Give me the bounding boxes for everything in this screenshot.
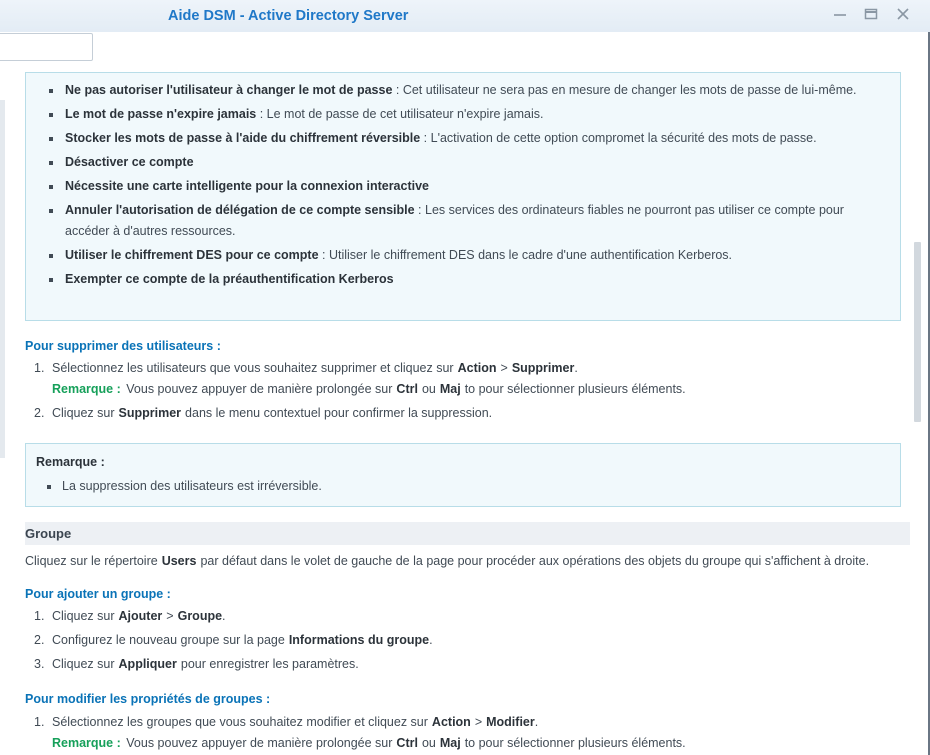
maximize-icon[interactable] <box>862 7 880 25</box>
list-item: 2. Configurez le nouveau groupe sur la page Informations du groupe. <box>34 633 433 647</box>
list-item: Stocker les mots de passe à l'aide du chiffrement réversible : L'activation de cette option compromet la sécurité des mots de passe. <box>26 128 900 149</box>
list-item: Nécessite une carte intelligente pour la connexion interactive <box>26 176 900 197</box>
close-icon[interactable] <box>894 7 912 25</box>
list-item: 2. Cliquez sur Supprimer dans le menu contextuel pour confirmer la suppression. <box>34 406 493 420</box>
search-input[interactable] <box>0 33 93 61</box>
remark-box-list <box>26 476 900 497</box>
list-item: Ne pas autoriser l'utilisateur à changer le mot de passe : Cet utilisateur ne sera pas en mesure de changer les mots de passe de lui-même. <box>26 80 900 101</box>
modify-group-heading: Pour modifier les propriétés de groupes : <box>25 692 271 706</box>
list-item: Utiliser le chiffrement DES pour ce compte : Utiliser le chiffrement DES dans le cadre d'une authentification Kerberos. <box>26 245 900 266</box>
account-options-box <box>25 72 901 321</box>
list-item: Le mot de passe n'expire jamais : Le mot de passe de cet utilisateur n'expire jamais. <box>26 104 900 125</box>
list-item: 1. Sélectionnez les groupes que vous souhaitez modifier et cliquez sur Action > Modifier. <box>34 715 539 729</box>
minimize-icon[interactable] <box>831 7 849 25</box>
scrollbar-thumb[interactable] <box>914 242 921 422</box>
list-item: 1. Sélectionnez les utilisateurs que vous souhaitez supprimer et cliquez sur Action > Supprimer. <box>34 361 578 375</box>
list-item: 3. Cliquez sur Appliquer pour enregistrer les paramètres. <box>34 657 359 671</box>
remark-line: Remarque : Vous pouvez appuyer de manière prolongée sur Ctrl ou Maj to pour sélectionner plusieurs éléments. <box>52 736 686 750</box>
title-bar <box>0 0 930 32</box>
window-title: Aide DSM - Active Directory Server <box>168 8 409 24</box>
modify-group-steps <box>25 712 905 755</box>
help-content <box>0 72 910 755</box>
list-item: 1. Cliquez sur Ajouter > Groupe. <box>34 609 226 623</box>
remark-box-title: Remarque : <box>36 455 105 469</box>
add-group-steps <box>25 606 905 678</box>
group-intro: Cliquez sur le répertoire Users par défaut dans le volet de gauche de la page pour procéder aux opérations des objets du groupe qui s'affichent à droite. <box>25 554 870 568</box>
section-title-groupe: Groupe <box>25 522 910 545</box>
list-item: Annuler l'autorisation de délégation de ce compte sensible : Les services des ordinateurs fiables ne pourront pas utiliser ce compte pour accéder à d'autres ressources. <box>26 200 900 242</box>
remark-box <box>25 443 901 507</box>
list-item: Désactiver ce compte <box>26 152 900 173</box>
list-item: La suppression des utilisateurs est irréversible. <box>26 476 900 497</box>
add-group-heading: Pour ajouter un groupe : <box>25 587 171 601</box>
list-item: Exempter ce compte de la préauthentification Kerberos <box>26 269 900 290</box>
remark-line: Remarque : Vous pouvez appuyer de manière prolongée sur Ctrl ou Maj to pour sélectionner plusieurs éléments. <box>52 382 686 396</box>
delete-users-heading: Pour supprimer des utilisateurs : <box>25 339 221 353</box>
account-options-list <box>26 80 900 290</box>
delete-users-steps <box>25 358 905 427</box>
